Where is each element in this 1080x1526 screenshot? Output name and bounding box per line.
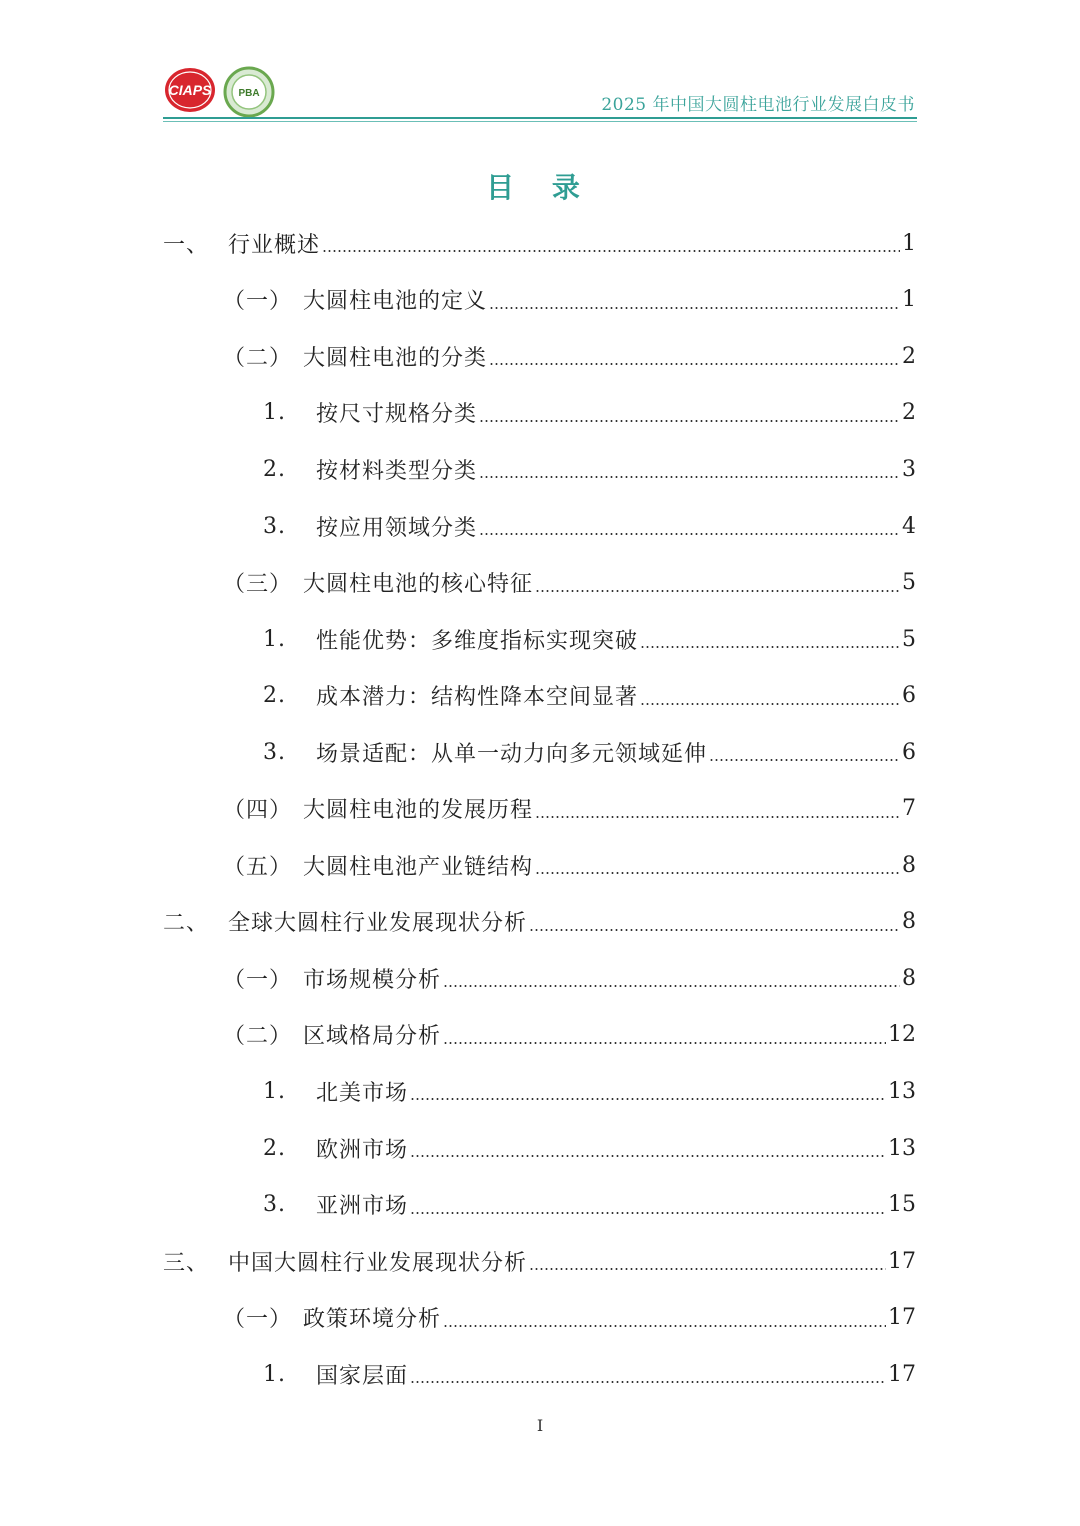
toc-leader-dots — [529, 1268, 886, 1270]
toc-entry[interactable] — [163, 1289, 916, 1346]
toc-entry[interactable] — [163, 611, 916, 668]
toc-entry-label: 按尺寸规格分类 — [316, 402, 478, 428]
toc-entry[interactable] — [163, 1120, 916, 1177]
pba-logo — [223, 66, 275, 118]
toc-entry-number: 1. — [263, 400, 286, 426]
toc-leader-dots — [640, 703, 900, 705]
toc-leader-dots — [410, 1155, 886, 1157]
toc-entry-page: 15 — [888, 1192, 916, 1218]
toc-entry[interactable] — [163, 1063, 916, 1120]
toc-entry-page: 7 — [902, 796, 916, 822]
svg-text:PBA: PBA — [238, 88, 260, 99]
header-title: 2025 年中国大圆柱电池行业发展白皮书 — [601, 95, 915, 115]
toc-entry[interactable] — [163, 554, 916, 611]
toc-entry-page: 2 — [902, 343, 916, 369]
toc-entry-number: 1. — [263, 626, 286, 652]
toc-leader-dots — [529, 929, 900, 931]
toc-entry-page: 2 — [902, 400, 916, 426]
toc-entry-page: 6 — [902, 683, 916, 709]
toc-entry-number: （三） — [223, 572, 293, 598]
toc-entry[interactable] — [163, 328, 916, 385]
toc-entry[interactable] — [163, 1007, 916, 1064]
toc-entry-page: 1 — [902, 230, 916, 256]
toc-entry-number: 3. — [263, 513, 286, 539]
toc-entry-label: 区域格局分析 — [303, 1024, 442, 1050]
toc-entry-number: 3. — [263, 739, 286, 765]
ciaps-logo — [163, 66, 219, 114]
toc-entry-label: 全球大圆柱行业发展现状分析 — [228, 911, 528, 937]
toc-entry-label: 北美市场 — [316, 1080, 409, 1106]
toc-entry-page: 8 — [902, 965, 916, 991]
toc-entry-page: 1 — [902, 287, 916, 313]
header-rule-thin — [163, 121, 917, 122]
toc-entry-page: 17 — [888, 1305, 916, 1331]
toc-leader-dots — [489, 307, 900, 309]
toc-entry-page: 3 — [902, 456, 916, 482]
toc-entry[interactable] — [163, 667, 916, 724]
toc-entry-page: 13 — [888, 1078, 916, 1104]
toc-leader-dots — [640, 646, 900, 648]
toc-entry-number: （五） — [223, 854, 293, 880]
table-of-contents — [163, 215, 916, 1402]
toc-entry-label: 按应用领域分类 — [316, 515, 478, 541]
toc-entry-label: 大圆柱电池的定义 — [303, 289, 488, 315]
toc-entry[interactable] — [163, 385, 916, 442]
toc-entry-page: 4 — [902, 513, 916, 539]
toc-entry[interactable] — [163, 498, 916, 555]
toc-entry-number: （一） — [223, 289, 293, 315]
toc-leader-dots — [479, 533, 900, 535]
toc-entry[interactable] — [163, 441, 916, 498]
toc-entry-label: 欧洲市场 — [316, 1137, 409, 1163]
toc-entry-number: 2. — [263, 1135, 286, 1161]
toc-entry-number: 二、 — [163, 911, 210, 937]
toc-leader-dots — [410, 1212, 886, 1214]
toc-entry-number: 一、 — [163, 232, 210, 258]
toc-entry[interactable] — [163, 272, 916, 329]
toc-entry[interactable] — [163, 1176, 916, 1233]
toc-leader-dots — [443, 985, 900, 987]
toc-entry-label: 中国大圆柱行业发展现状分析 — [228, 1250, 528, 1276]
toc-leader-dots — [443, 1042, 886, 1044]
toc-entry-number: （一） — [223, 967, 293, 993]
toc-entry-label: 大圆柱电池产业链结构 — [303, 854, 534, 880]
toc-entry-number: （四） — [223, 798, 293, 824]
toc-entry[interactable] — [163, 837, 916, 894]
toc-leader-dots — [709, 759, 900, 761]
toc-entry-label: 市场规模分析 — [303, 967, 442, 993]
toc-entry-number: （一） — [223, 1307, 293, 1333]
toc-entry[interactable] — [163, 215, 916, 272]
toc-entry-page: 17 — [888, 1248, 916, 1274]
toc-leader-dots — [410, 1098, 886, 1100]
page-number: I — [536, 1416, 544, 1435]
toc-entry-page: 8 — [902, 909, 916, 935]
toc-entry[interactable] — [163, 724, 916, 781]
toc-entry[interactable] — [163, 1346, 916, 1403]
toc-entry-label: 政策环境分析 — [303, 1307, 442, 1333]
toc-leader-dots — [322, 250, 900, 252]
toc-entry[interactable] — [163, 1233, 916, 1290]
toc-entry-label: 国家层面 — [316, 1363, 409, 1389]
toc-entry[interactable] — [163, 950, 916, 1007]
toc-leader-dots — [479, 476, 900, 478]
toc-entry-number: 三、 — [163, 1250, 210, 1276]
svg-text:CIAPS: CIAPS — [168, 82, 212, 98]
toc-leader-dots — [535, 816, 900, 818]
toc-entry-label: 行业概述 — [228, 232, 321, 258]
toc-leader-dots — [535, 590, 900, 592]
toc-entry-label: 亚洲市场 — [316, 1194, 409, 1220]
toc-entry[interactable] — [163, 780, 916, 837]
toc-entry-page: 5 — [902, 626, 916, 652]
toc-leader-dots — [535, 872, 900, 874]
toc-entry-number: 2. — [263, 683, 286, 709]
toc-entry-page: 8 — [902, 852, 916, 878]
toc-leader-dots — [489, 363, 900, 365]
toc-entry-label: 场景适配：从单一动力向多元领域延伸 — [316, 741, 708, 767]
toc-entry-page: 12 — [888, 1022, 916, 1048]
toc-entry-label: 成本潜力：结构性降本空间显著 — [316, 685, 639, 711]
header-rule — [163, 117, 917, 119]
toc-entry-page: 17 — [888, 1361, 916, 1387]
toc-title: 目 录 — [486, 171, 594, 204]
toc-entry-page: 5 — [902, 570, 916, 596]
toc-entry-label: 大圆柱电池的核心特征 — [303, 572, 534, 598]
toc-entry-number: 2. — [263, 456, 286, 482]
toc-leader-dots — [443, 1325, 886, 1327]
toc-entry-label: 性能优势：多维度指标实现突破 — [316, 628, 639, 654]
toc-entry-page: 6 — [902, 739, 916, 765]
toc-entry[interactable] — [163, 894, 916, 951]
toc-entry-number: （二） — [223, 345, 293, 371]
toc-leader-dots — [410, 1381, 886, 1383]
toc-leader-dots — [479, 420, 900, 422]
toc-entry-number: 1. — [263, 1361, 286, 1387]
toc-entry-number: （二） — [223, 1024, 293, 1050]
toc-entry-page: 13 — [888, 1135, 916, 1161]
toc-entry-number: 1. — [263, 1078, 286, 1104]
toc-entry-number: 3. — [263, 1192, 286, 1218]
toc-entry-label: 大圆柱电池的发展历程 — [303, 798, 534, 824]
toc-entry-label: 大圆柱电池的分类 — [303, 345, 488, 371]
toc-entry-label: 按材料类型分类 — [316, 458, 478, 484]
